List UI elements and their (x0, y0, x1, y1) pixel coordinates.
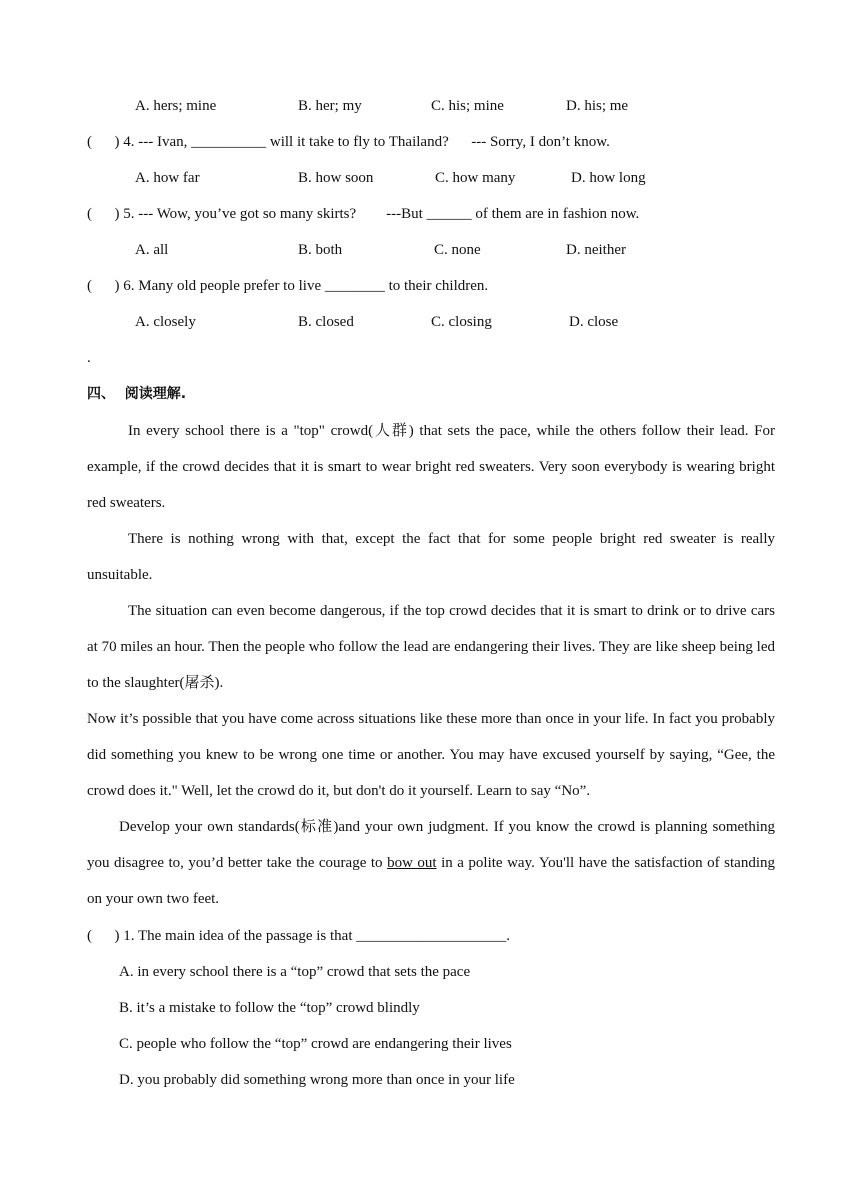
underlined-phrase: bow out (387, 855, 437, 871)
paragraph-text: In every school there is a "top" crowd(人群) that sets the pace, while the others follow their lead. For example, if the crowd decides that it is smart to wear bright red sweaters. Very soon everybody is wearing bright red sweaters. (87, 423, 775, 511)
passage-paragraph-1 (87, 413, 775, 521)
stray-dot: . (87, 350, 91, 366)
option-b: B. both (298, 242, 343, 258)
paragraph-text: There is nothing wrong with that, except the fact that for some people bright red sweater is really unsuitable. (87, 531, 775, 583)
option-b: B. closed (298, 314, 354, 330)
option-c: C. none (434, 242, 481, 258)
option-b: B. it’s a mistake to follow the “top” crowd blindly (119, 1000, 420, 1016)
option-d: D. his; me (566, 98, 629, 114)
paragraph-text: The situation can even become dangerous, if the top crowd decides that it is smart to drink or to drive cars at 70 miles an hour. Then the people who follow the lead are endangering their lives. They are like sheep being led to the slaughter(屠杀). (87, 603, 775, 691)
section-heading: 四、 阅读理解. (87, 386, 187, 402)
option-a: A. how far (135, 170, 200, 186)
option-d: D. neither (566, 242, 626, 258)
question-4: ( ) 4. --- Ivan, __________ will it take to fly to Thailand? --- Sorry, I don’t know. (87, 134, 610, 150)
option-b: B. how soon (298, 170, 374, 186)
option-c: C. people who follow the “top” crowd are endangering their lives (119, 1036, 512, 1052)
option-c: C. closing (431, 314, 492, 330)
option-a: A. hers; mine (135, 98, 217, 114)
option-d: D. close (569, 314, 619, 330)
paragraph-text: Now it’s possible that you have come across situations like these more than once in your life. In fact you probably did something you knew to be wrong one time or another. You may have excused yourself by saying, “Gee, the crowd does it." Well, let the crowd do it, but don't do it yourself. Learn to say “No”. (87, 711, 775, 799)
reading-question-1: ( ) 1. The main idea of the passage is that ____________________. (87, 928, 510, 944)
question-5: ( ) 5. --- Wow, you’ve got so many skirts? ---But ______ of them are in fashion now. (87, 206, 640, 222)
options-row-q5 (0, 240, 860, 260)
option-c: C. how many (435, 170, 516, 186)
passage-paragraph-2 (87, 521, 775, 593)
options-row-q4 (0, 168, 860, 188)
option-a: A. in every school there is a “top” crowd that sets the pace (119, 964, 471, 980)
option-a: A. closely (135, 314, 196, 330)
question-6: ( ) 6. Many old people prefer to live ________ to their children. (87, 278, 489, 294)
option-a: A. all (135, 242, 169, 258)
passage-paragraph-5 (87, 809, 775, 917)
paragraph-text-end: in a polite way. You'll have the satisfaction of standing on your own two feet. (87, 855, 776, 907)
options-row-prev (0, 96, 860, 116)
option-b: B. her; my (298, 98, 362, 114)
paragraph-text-start: Develop your own standards(标准)and your own judgment. If you know the crowd is planning something you disagree to, you’d better take the courage to (87, 819, 775, 871)
options-row-q6 (0, 312, 860, 332)
option-c: C. his; mine (431, 98, 504, 114)
passage-paragraph-4 (87, 701, 775, 809)
passage-paragraph-3 (87, 593, 775, 701)
option-d: D. you probably did something wrong more than once in your life (119, 1072, 515, 1088)
option-d: D. how long (571, 170, 646, 186)
paragraph-text (87, 819, 775, 907)
